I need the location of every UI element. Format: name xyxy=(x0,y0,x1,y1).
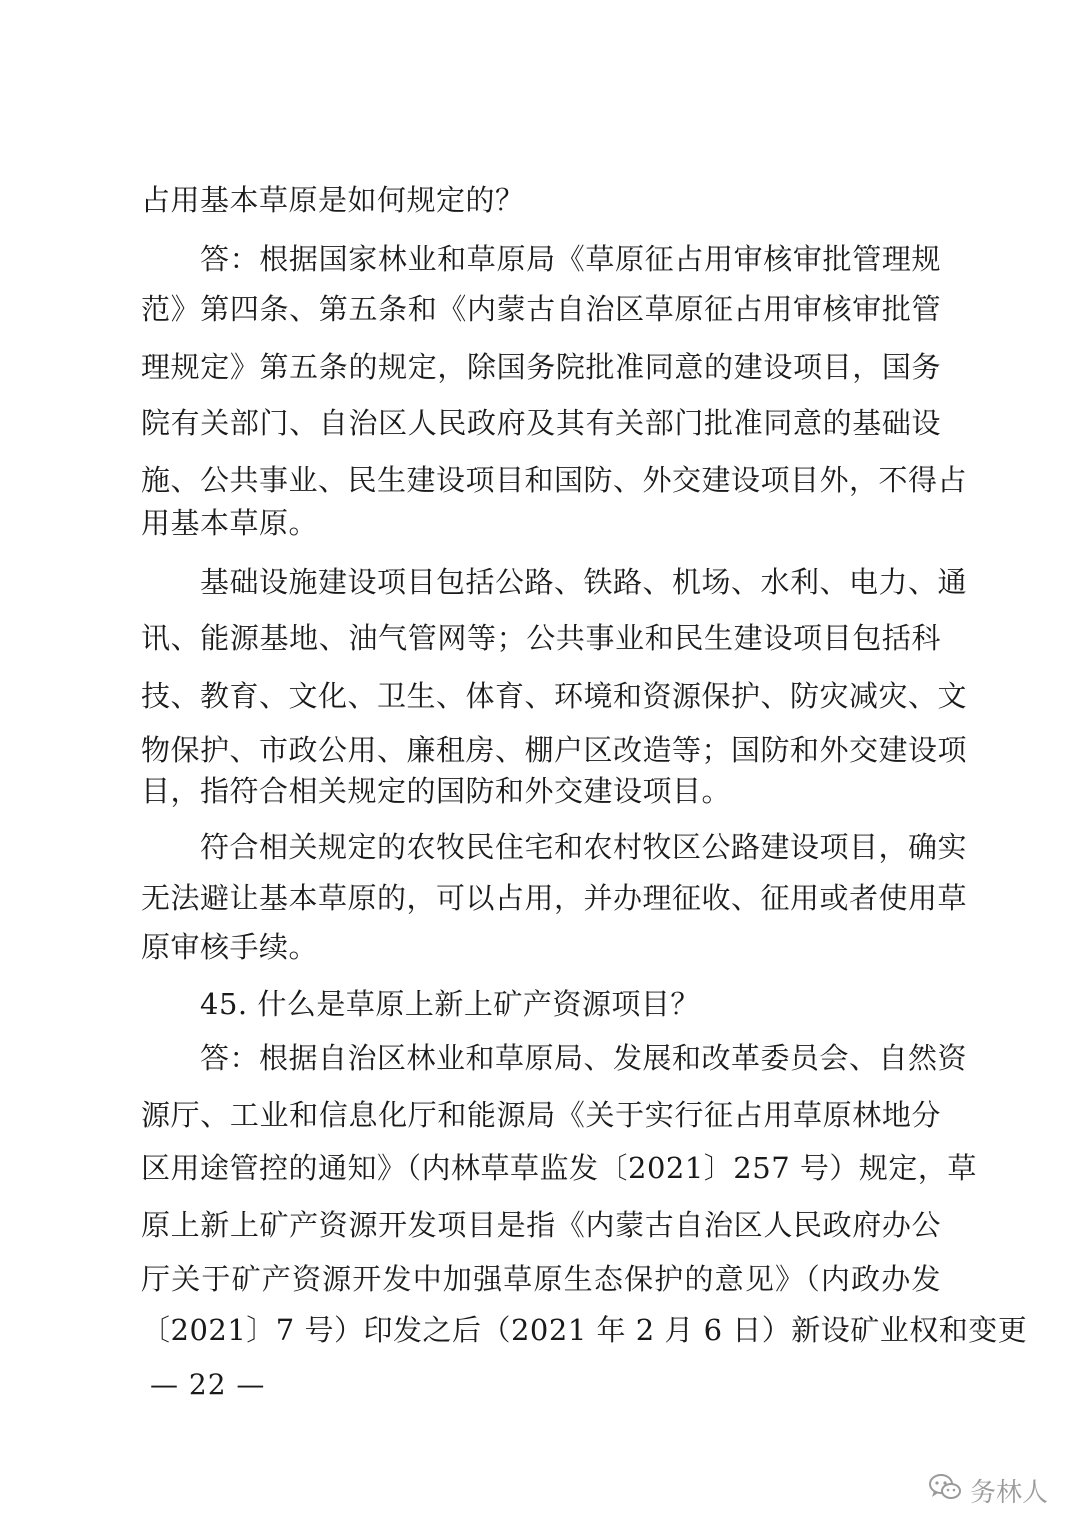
text-line: 源厅、工业和信息化厅和能源局《关于实行征占用草原林地分 xyxy=(141,1098,941,1132)
watermark-label: 务林人 xyxy=(969,1477,1048,1508)
text-line: 施、公共事业、民生建设项目和国防、外交建设项目外，不得占 xyxy=(141,463,968,497)
text-line: 基础设施建设项目包括公路、铁路、机场、水利、电力、通 xyxy=(200,565,968,599)
watermark xyxy=(928,1470,1048,1510)
text-line: 符合相关规定的农牧民住宅和农村牧区公路建设项目，确实 xyxy=(200,830,968,864)
text-line: 目，指符合相关规定的国防和外交建设项目。 xyxy=(141,774,732,808)
text-line: 〔2021〕7 号）印发之后（2021 年 2 月 6 日）新设矿业权和变更 xyxy=(141,1313,1028,1347)
text-line: 原审核手续。 xyxy=(141,930,319,964)
text-line: 答：根据自治区林业和草原局、发展和改革委员会、自然资 xyxy=(200,1041,968,1075)
text-line: 讯、能源基地、油气管网等；公共事业和民生建设项目包括科 xyxy=(141,621,941,655)
text-line: 厅关于矿产资源开发中加强草原生态保护的意见》（内政办发 xyxy=(141,1262,941,1296)
text-line: 用基本草原。 xyxy=(141,506,319,540)
text-line: 院有关部门、自治区人民政府及其有关部门批准同意的基础设 xyxy=(141,406,941,440)
text-line: 范》第四条、第五条和《内蒙古自治区草原征占用审核审批管 xyxy=(141,292,941,326)
text-line: 理规定》第五条的规定，除国务院批准同意的建设项目，国务 xyxy=(141,350,941,384)
text-line: 无法避让基本草原的，可以占用，并办理征收、征用或者使用草 xyxy=(141,881,968,915)
question-heading: 45. 什么是草原上新上矿产资源项目？ xyxy=(200,987,700,1021)
page-number: — 22 — xyxy=(150,1368,266,1401)
text-line: 原上新上矿产资源开发项目是指《内蒙古自治区人民政府办公 xyxy=(141,1208,941,1242)
text-line: 答：根据国家林业和草原局《草原征占用审核审批管理规 xyxy=(200,242,941,276)
wechat-icon xyxy=(928,1472,962,1509)
text-line: 区用途管控的通知》（内林草草监发〔2021〕257 号）规定，草 xyxy=(141,1151,977,1185)
text-line: 占用基本草原是如何规定的？ xyxy=(141,183,525,217)
text-line: 物保护、市政公用、廉租房、棚户区改造等；国防和外交建设项 xyxy=(141,733,968,767)
text-line: 技、教育、文化、卫生、体育、环境和资源保护、防灾减灾、文 xyxy=(141,679,968,713)
